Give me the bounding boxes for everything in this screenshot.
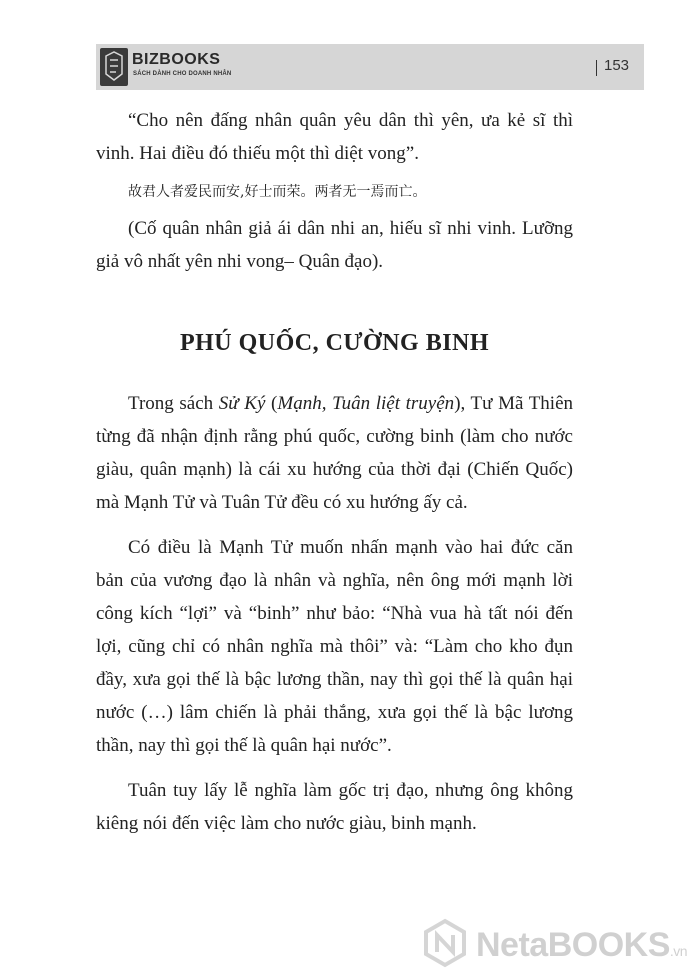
bizbooks-logo	[100, 48, 232, 86]
netabooks-watermark	[420, 918, 690, 970]
watermark-text	[476, 926, 687, 965]
logo-tagline: SÁCH DÀNH CHO DOANH NHÂN	[133, 71, 232, 77]
paragraph-1	[96, 387, 573, 519]
paragraph-3: Tuân tuy lấy lễ nghĩa làm gốc trị đạo, nhưng ông không kiêng nói đến việc làm cho nước giàu, binh mạnh.	[96, 780, 573, 834]
page-body	[96, 104, 573, 840]
watermark-suffix: .vn	[669, 943, 688, 959]
logo-name: BIZBOOKS	[132, 51, 221, 68]
page-number-divider	[596, 60, 597, 76]
page-number: 153	[604, 57, 630, 74]
quote-vietnamese: “Cho nên đấng nhân quân yêu dân thì yên, ưa kẻ sĩ thì vinh. Hai điều đó thiếu một thì diệt vong”.	[96, 110, 573, 164]
quote-sino-vietnamese: (Cố quân nhân giả ái dân nhi an, hiếu sĩ nhi vinh. Lưỡng giả vô nhất yên nhi vong– Quân đạo).	[96, 218, 573, 272]
netabooks-logo-icon	[420, 918, 470, 968]
book-title: Sử Ký	[218, 393, 266, 414]
page-header	[96, 44, 644, 90]
bizbooks-emblem-icon	[100, 48, 128, 86]
section-heading: PHÚ QUỐC, CƯỜNG BINH	[179, 330, 490, 356]
paragraph-2: Có điều là Mạnh Tử muốn nhấn mạnh vào hai đức căn bản của vương đạo là nhân và nghĩa, nên ông mới mạnh lời công kích “lợi” và “binh” như bảo: “Nhà vua hà tất nói đến lợi, cũng chỉ có nhân nghĩa mà thôi” và: “Làm cho kho đụn đầy, xưa gọi thế là bậc lương thần, nay thì gọi thế là quân hại nước (…) lâm chiến là phải thắng, xưa gọi thế là bậc lương thần, nay thì gọi thế là quân hại nước”.	[96, 537, 573, 756]
quote-chinese: 故君人者爱民而安,好士而荣。两者无一焉而亡。	[128, 184, 427, 200]
watermark-brand: NetaBOOKS	[476, 926, 670, 964]
paragraph-1-text-b: (	[265, 393, 278, 414]
paragraph-1-text-c: ), Tư Mã Thiên từng đã nhận định rằng phú quốc, cường binh (làm cho nước giàu, quân mạnh) là cái xu hướng của thời đại (Chiến Quốc) mà Mạnh Tử và Tuân Tử đều có xu hướng ấy cả.	[96, 393, 574, 513]
chapter-title: Mạnh, Tuân liệt truyện	[277, 393, 455, 414]
paragraph-1-text-a: Trong sách	[128, 393, 219, 414]
